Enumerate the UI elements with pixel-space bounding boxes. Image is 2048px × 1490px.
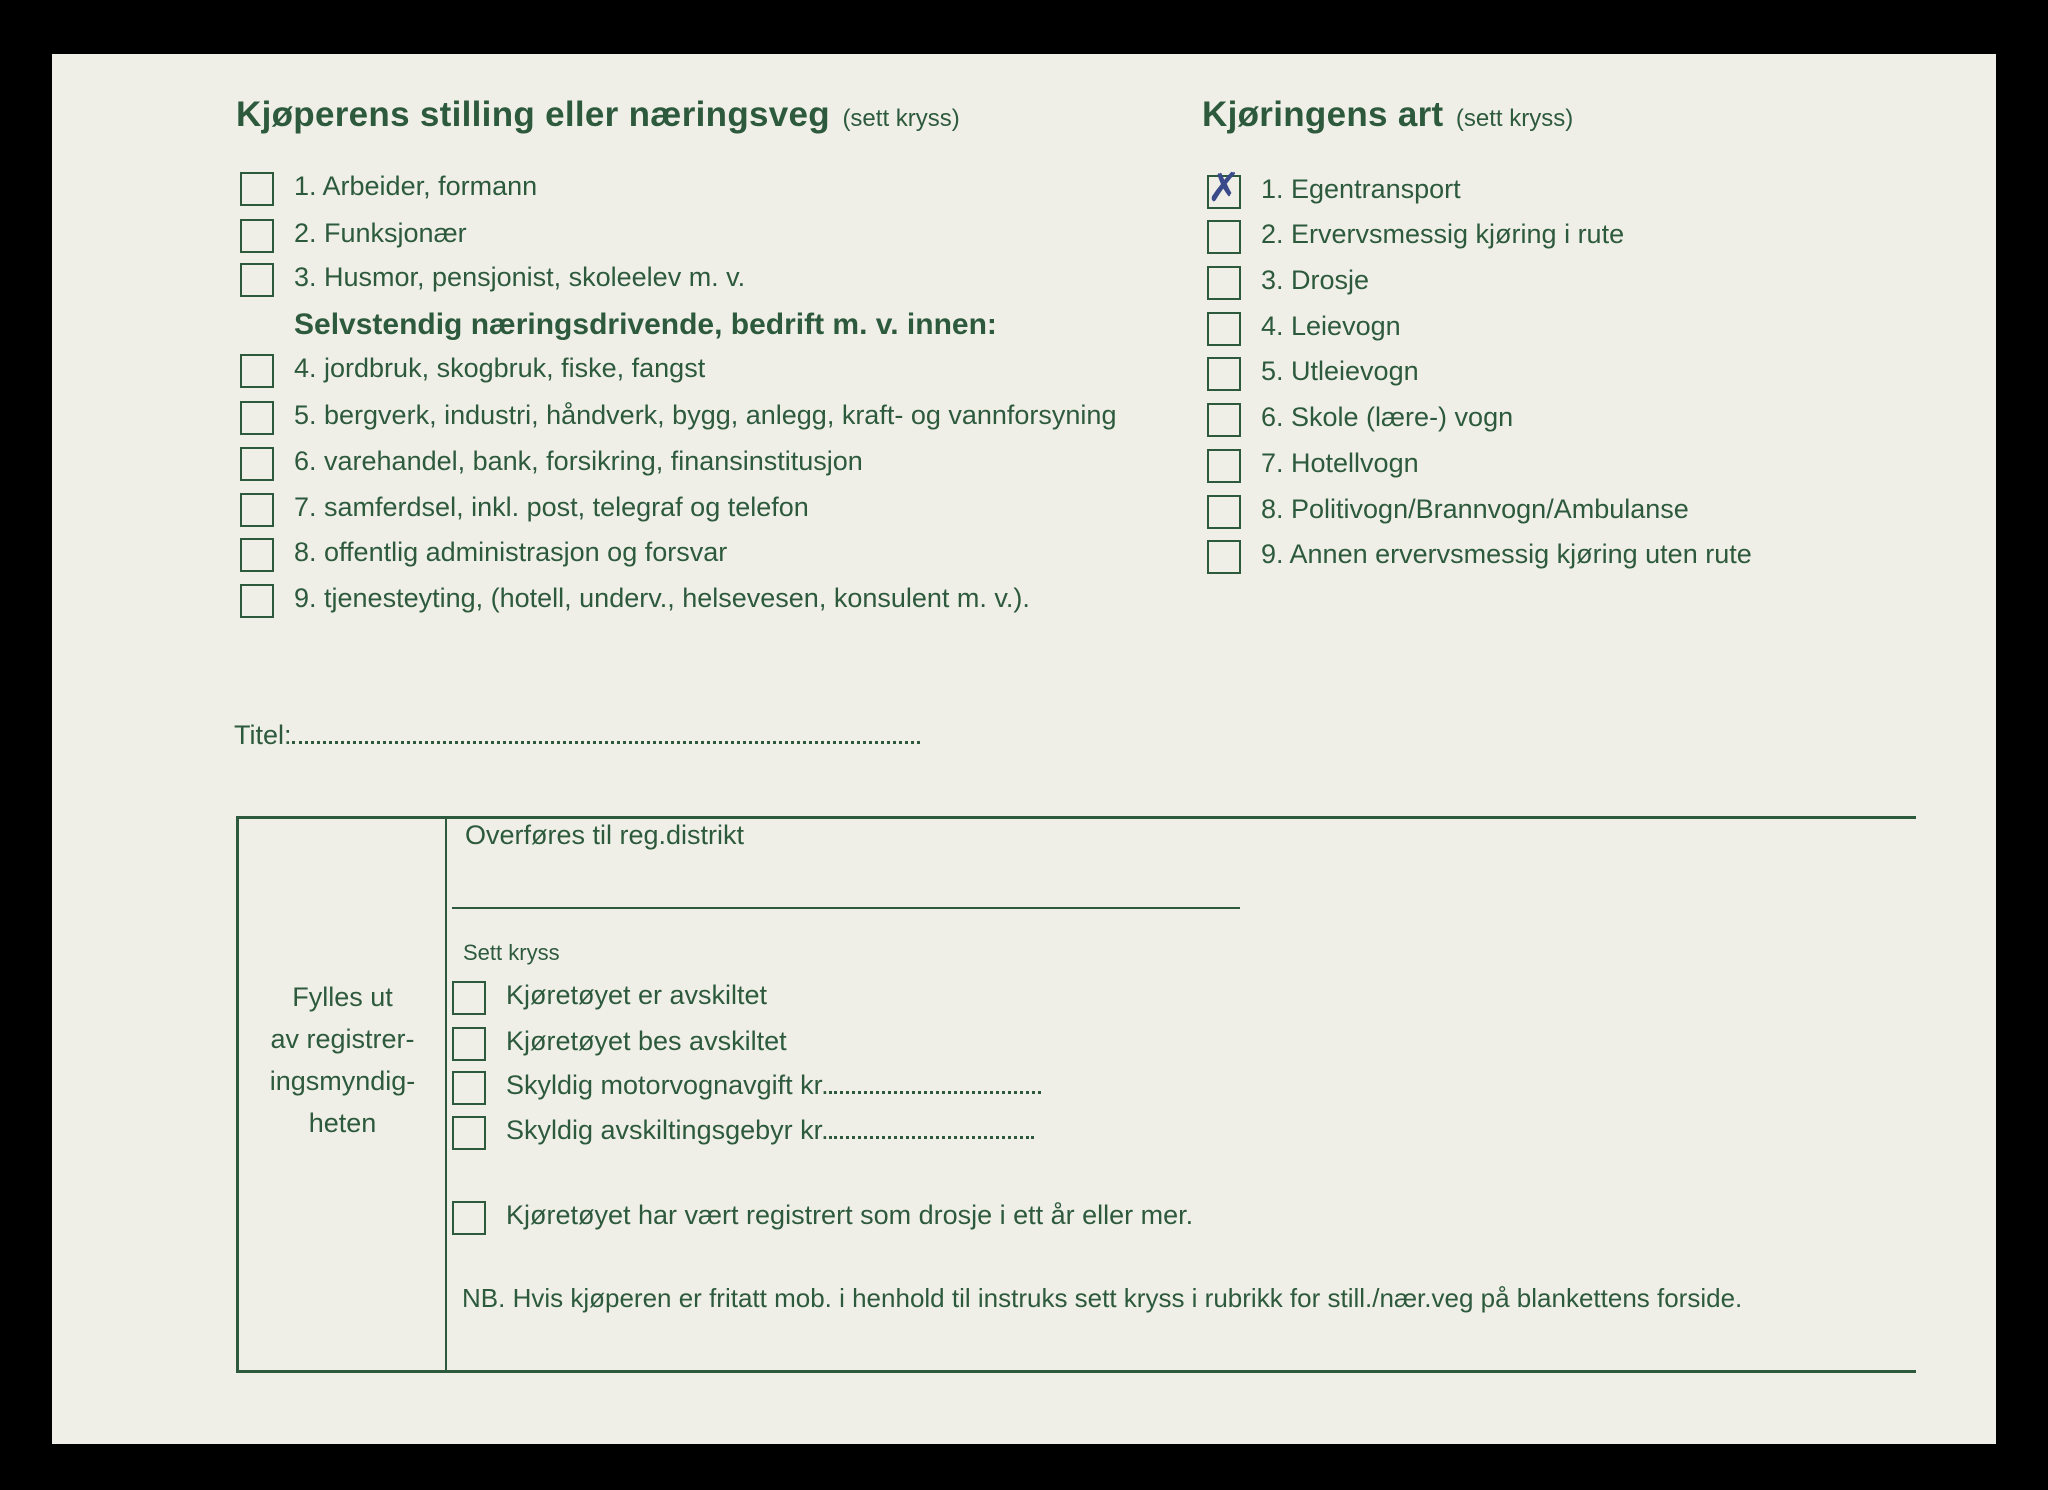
registry-item-2-label bbox=[506, 1026, 787, 1057]
registry-item-4-label bbox=[506, 1115, 1034, 1146]
side-label-line: av registrer- bbox=[270, 1024, 415, 1054]
registry-item-2-checkbox[interactable] bbox=[452, 1027, 486, 1061]
stilling-option-6-label bbox=[294, 446, 863, 477]
kjoring-option-1-checkbox[interactable] bbox=[1207, 165, 1241, 211]
kjoring-option-3-checkbox[interactable] bbox=[1207, 266, 1241, 300]
registry-item-3-label bbox=[506, 1070, 1041, 1101]
registry-item-1-text: Kjøretøyet er avskiltet bbox=[506, 980, 768, 1010]
transfer-label: Overføres til reg.distrikt bbox=[465, 820, 745, 850]
kjoring-option-8-checkbox[interactable] bbox=[1207, 495, 1241, 529]
kjoring-option-9-text: 9. Annen ervervsmessig kjøring uten rute bbox=[1261, 539, 1752, 569]
kjoring-option-8-label bbox=[1261, 494, 1689, 525]
drosje-item-checkbox[interactable] bbox=[452, 1201, 486, 1235]
registry-item-4-checkbox[interactable] bbox=[452, 1116, 486, 1150]
kjoring-option-5-checkbox[interactable] bbox=[1207, 357, 1241, 391]
stilling-option-9-text: 9. tjenesteyting, (hotell, underv., helsevesen, konsulent m. v.). bbox=[294, 583, 1030, 613]
left-subheading: Selvstendig næringsdrivende, bedrift m. v. innen: bbox=[294, 308, 997, 341]
stilling-option-3-label bbox=[294, 262, 745, 293]
stilling-option-8-text: 8. offentlig administrasjon og forsvar bbox=[294, 537, 728, 567]
kjoring-option-2-label bbox=[1261, 219, 1624, 250]
stilling-option-4-label bbox=[294, 353, 705, 384]
stilling-option-4-text: 4. jordbruk, skogbruk, fiske, fangst bbox=[294, 353, 706, 383]
kjoring-option-6-checkbox[interactable] bbox=[1207, 403, 1241, 437]
registry-item-1-checkbox[interactable] bbox=[452, 981, 486, 1015]
kjoring-option-2-text: 2. Ervervsmessig kjøring i rute bbox=[1261, 219, 1625, 249]
title-field-label: Titel: bbox=[234, 720, 292, 750]
stilling-option-5-text: 5. bergverk, industri, håndverk, bygg, anlegg, kraft- og vannforsyning bbox=[294, 400, 1117, 430]
kjoring-option-1-text: 1. Egentransport bbox=[1261, 174, 1461, 204]
title-field-dotted-line bbox=[292, 741, 920, 744]
title-field[interactable] bbox=[234, 720, 920, 751]
stilling-option-3-text: 3. Husmor, pensjonist, skoleelev m. v. bbox=[294, 262, 746, 292]
registry-item-1-label bbox=[506, 980, 767, 1011]
registry-box-top-border bbox=[236, 816, 1916, 819]
kjoring-option-7-label bbox=[1261, 448, 1419, 479]
check-mark-icon: ✗ bbox=[1207, 165, 1241, 211]
left-section-title: Kjøperens stilling eller næringsveg bbox=[236, 95, 830, 134]
stilling-option-1-checkbox[interactable] bbox=[240, 172, 274, 206]
stilling-option-9-label bbox=[294, 583, 1030, 614]
kjoring-option-6-text: 6. Skole (lære-) vogn bbox=[1261, 402, 1514, 432]
right-section-heading bbox=[1202, 95, 1573, 135]
kjoring-option-2-checkbox[interactable] bbox=[1207, 220, 1241, 254]
registry-item-3-amount-line[interactable] bbox=[829, 1091, 1041, 1094]
stilling-option-7-label bbox=[294, 492, 809, 523]
kjoring-option-6-label bbox=[1261, 402, 1513, 433]
kjoring-option-3-text: 3. Drosje bbox=[1261, 265, 1370, 295]
registry-item-4-amount-line[interactable] bbox=[829, 1136, 1034, 1139]
drosje-item-label bbox=[506, 1200, 1193, 1231]
stilling-option-1-text: 1. Arbeider, formann bbox=[294, 171, 538, 201]
registry-side-label bbox=[240, 976, 445, 1144]
transfer-underline bbox=[452, 907, 1240, 909]
left-section-hint: (sett kryss) bbox=[842, 105, 960, 132]
stilling-option-7-text: 7. samferdsel, inkl. post, telegraf og telefon bbox=[294, 492, 809, 522]
right-section-hint: (sett kryss) bbox=[1455, 105, 1574, 132]
registry-box-left-border bbox=[236, 816, 239, 1372]
stilling-option-6-text: 6. varehandel, bank, forsikring, finansinstitusjon bbox=[294, 446, 863, 476]
stilling-option-5-label bbox=[294, 400, 1116, 431]
right-section-title: Kjøringens art bbox=[1202, 95, 1444, 134]
side-label-line: ingsmyndig- bbox=[269, 1066, 416, 1096]
stilling-option-9-checkbox[interactable] bbox=[240, 584, 274, 618]
drosje-item-text: Kjøretøyet har vært registrert som drosje i ett år eller mer. bbox=[506, 1200, 1194, 1230]
registry-box-bottom-border bbox=[236, 1370, 1916, 1373]
kjoring-option-1-label bbox=[1261, 174, 1461, 205]
stilling-option-3-checkbox[interactable] bbox=[240, 263, 274, 297]
stilling-option-5-checkbox[interactable] bbox=[240, 401, 274, 435]
kjoring-option-4-text: 4. Leievogn bbox=[1261, 311, 1401, 341]
kjoring-option-8-text: 8. Politivogn/Brannvogn/Ambulanse bbox=[1261, 494, 1689, 524]
kjoring-option-4-label bbox=[1261, 311, 1401, 342]
kjoring-option-4-checkbox[interactable] bbox=[1207, 312, 1241, 346]
stilling-option-8-checkbox[interactable] bbox=[240, 538, 274, 572]
stilling-option-2-checkbox[interactable] bbox=[240, 219, 274, 253]
registry-item-3-text: Skyldig motorvognavgift kr. bbox=[506, 1070, 829, 1100]
kjoring-option-3-label bbox=[1261, 265, 1369, 296]
stilling-option-4-checkbox[interactable] bbox=[240, 354, 274, 388]
kjoring-option-7-text: 7. Hotellvogn bbox=[1261, 448, 1419, 478]
stilling-option-7-checkbox[interactable] bbox=[240, 493, 274, 527]
kjoring-option-9-label bbox=[1261, 539, 1752, 570]
kjoring-option-9-checkbox[interactable] bbox=[1207, 540, 1241, 574]
stilling-option-8-label bbox=[294, 537, 727, 568]
kjoring-option-5-text: 5. Utleievogn bbox=[1261, 356, 1419, 386]
side-label-line: heten bbox=[308, 1108, 377, 1138]
stilling-option-2-text: 2. Funksjonær bbox=[294, 218, 467, 248]
stilling-option-2-label bbox=[294, 218, 467, 249]
side-label-line: Fylles ut bbox=[292, 982, 393, 1012]
note-text: NB. Hvis kjøperen er fritatt mob. i henhold til instruks sett kryss i rubrikk for still./nær.veg på blankettens forside. bbox=[462, 1283, 1743, 1313]
left-section-heading bbox=[236, 95, 960, 135]
kjoring-option-5-label bbox=[1261, 356, 1419, 387]
stilling-option-1-label bbox=[294, 171, 537, 202]
registry-item-3-checkbox[interactable] bbox=[452, 1071, 486, 1105]
checks-hint: Sett kryss bbox=[463, 940, 560, 965]
stilling-option-6-checkbox[interactable] bbox=[240, 447, 274, 481]
registry-item-4-text: Skyldig avskiltingsgebyr kr. bbox=[506, 1115, 829, 1145]
registry-item-2-text: Kjøretøyet bes avskiltet bbox=[506, 1026, 787, 1056]
kjoring-option-7-checkbox[interactable] bbox=[1207, 449, 1241, 483]
registry-box-divider bbox=[445, 816, 447, 1372]
